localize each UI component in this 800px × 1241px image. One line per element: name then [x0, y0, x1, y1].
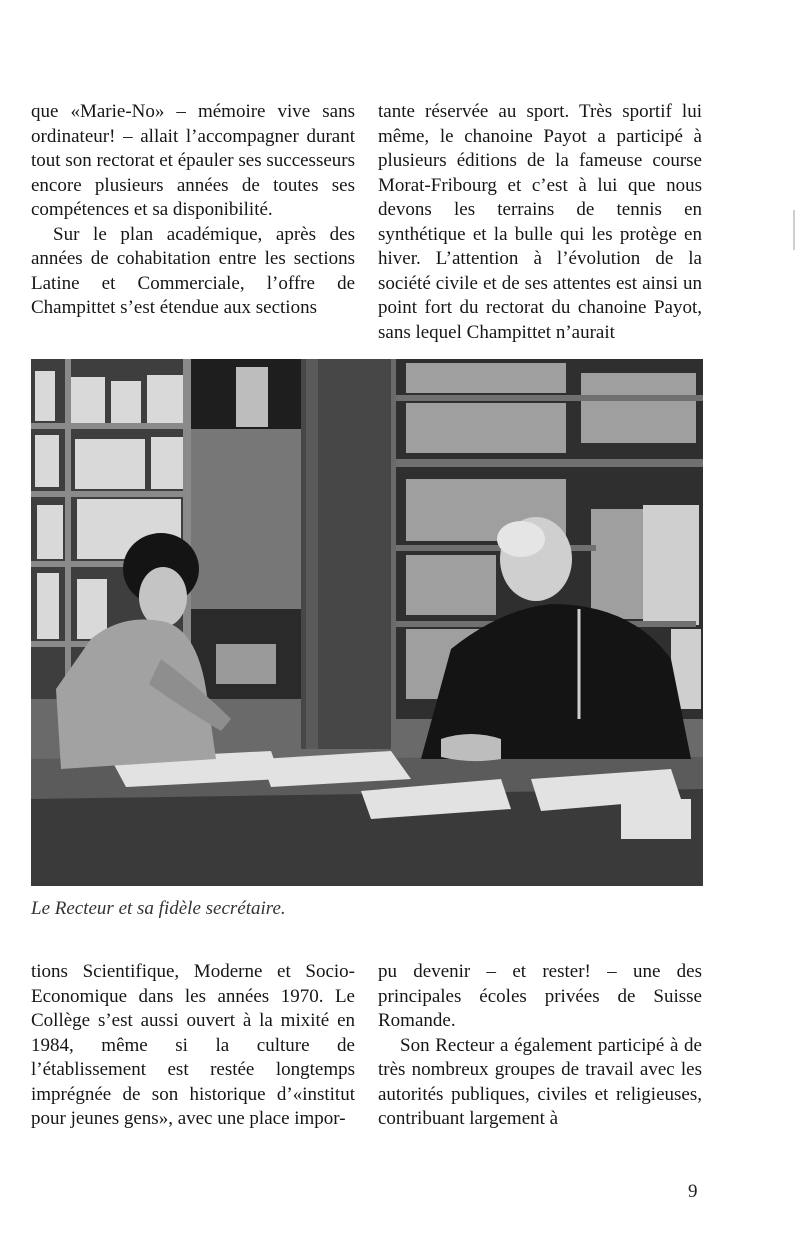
paragraph: que «Marie-No» – mémoire vive sans ordinateur! – allait l’accompagner durant tout son rectorat et épauler ses successeurs encore plusieurs années de toutes ses compétences et sa disponibilité.: [31, 101, 355, 220]
office-photo: [31, 359, 703, 886]
paragraph: Son Recteur a également participé à de très nombreux groupes de travail avec les autorités publiques, civiles et religieuses, contribuant largement à: [378, 1034, 702, 1129]
text-column-bottom-right: [378, 960, 702, 1132]
text-column-top-right: [378, 100, 702, 345]
text-column-bottom-left: [31, 960, 355, 1132]
paragraph: Sur le plan académique, après des années de cohabitation entre les sections Latine et Commerciale, l’offre de Champittet s’est étendue aux sections: [31, 223, 355, 318]
paragraph: pu devenir – et rester! – une des principales écoles privées de Suisse Romande.: [378, 961, 702, 1031]
page-number: 9: [688, 1181, 698, 1202]
photo-illustration: [31, 359, 703, 886]
scan-edge-mark: [793, 210, 795, 250]
paragraph: tions Scientifique, Moderne et Socio-Economique dans les années 1970. Le Collège s’est aussi ouvert à la mixité en 1984, même si la culture de l’établissement est restée longtemps imprégnée de son historique d’«institut pour jeunes gens», avec une place impor-: [31, 961, 355, 1129]
figure-caption: Le Recteur et sa fidèle secrétaire.: [31, 898, 286, 919]
paragraph: tante réservée au sport. Très sportif lui même, le chanoine Payot a participé à plusieurs éditions de la fameuse course Morat-Fribourg et c’est à lui que nous devons les terrains de tennis en synthétique et la bulle qui les protège en hiver. L’attention à l’évolution de la société civile et de ses attentes est ainsi un point fort du rectorat du chanoine Payot, sans lequel Champittet n’aurait: [378, 101, 702, 343]
text-column-top-left: [31, 100, 355, 321]
